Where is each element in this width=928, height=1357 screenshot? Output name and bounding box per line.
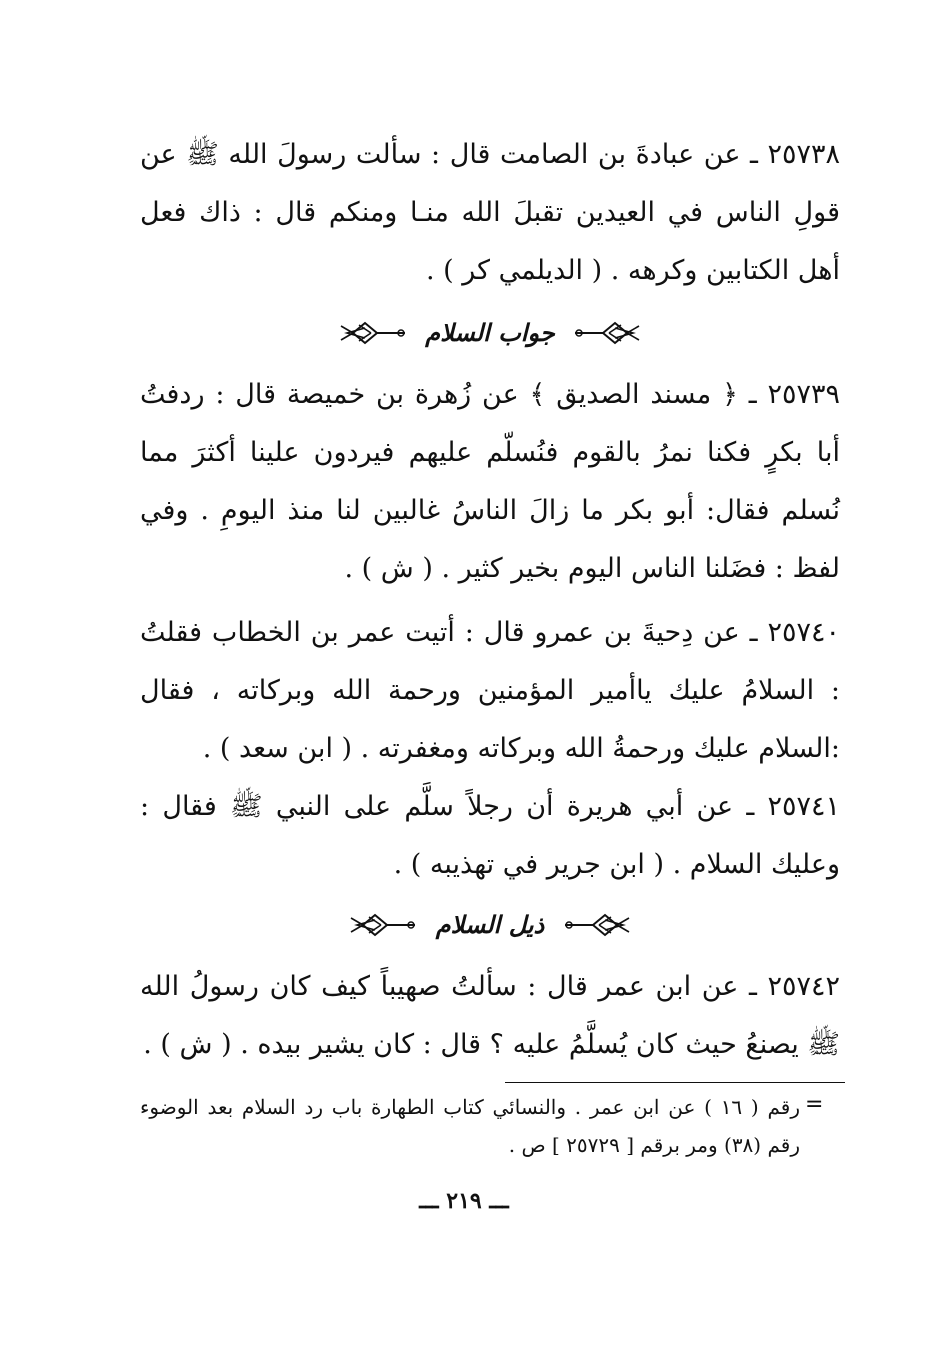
hadith-25740-text: ٢٥٧٤٠ ـ عن دِحيةَ بن عمرو قال : أتيت عمر بن الخطاب فقلتُ : السلامُ عليك ياأمير المؤمنين ورحمة الله وبركاته ، فقال :السلام عليك ورحمةُ الله وبركاته ومغفرته . ( ابن سعد ) . bbox=[140, 617, 840, 764]
page-number: ـــ ٢١٩ ـــ bbox=[419, 1188, 509, 1214]
section-heading-reply bbox=[140, 311, 840, 351]
ornament-right-icon bbox=[573, 320, 643, 346]
ornament-left-icon bbox=[337, 320, 407, 346]
hadith-25741-text: ٢٥٧٤١ ـ عن أبي هريرة أن رجلاً سلَّم على النبي ﷺ فقال : وعليك السلام . ( ابن جرير في تهذيبه ) . bbox=[140, 791, 840, 880]
hadith-25739-text: ٢٥٧٣٩ ـ ﴿ مسند الصديق ﴾ عن زُهرة بن خميصة قال : ردفتُ أبا بكرٍ فكنا نمرُ بالقوم فنُسلّم عليهم فيردون علينا أكثرَ مما نُسلم فقال: أبو بكر ما زالَ الناسُ غالبين لنا منذ اليومِ . وفي لفظ : فضَلنا الناس اليوم بخير كثير . ( ش ) . bbox=[140, 379, 840, 584]
footnote bbox=[140, 1088, 800, 1164]
footnote-text: رقم ( ١٦ ) عن ابن عمر . والنسائي كتاب الطهارة باب رد السلام بعد الوضوء رقم (٣٨) ومر برقم [ ٢٥٧٢٩ ] ص . bbox=[140, 1095, 800, 1157]
hadith-25738-text: ٢٥٧٣٨ ـ عن عبادةَ بن الصامت قال : سألت رسولَ الله ﷺ عن قولِ الناس في العيدين تقبلَ الله منـا ومنكم قال : ذاك فعل أهل الكتابين وكرهه . ( الديلمي كر ) . bbox=[140, 139, 840, 286]
section-title: ذيل السلام bbox=[435, 909, 545, 939]
ornament-left-icon bbox=[347, 912, 417, 938]
ornament-right-icon bbox=[563, 912, 633, 938]
hadith-25742 bbox=[140, 958, 840, 1074]
hadith-25739 bbox=[140, 366, 840, 598]
footnote-continuation-mark: = bbox=[805, 1092, 824, 1117]
footnote-divider bbox=[505, 1082, 845, 1083]
section-heading-tail bbox=[140, 903, 840, 943]
hadith-25741 bbox=[140, 778, 840, 894]
hadith-25742-text: ٢٥٧٤٢ ـ عن ابن عمر قال : سألتُ صهيباً كيف كان رسولُ الله ﷺ يصنعُ حيث كان يُسلَّمُ عليه ؟ قال : كان يشير بيده . ( ش ) . bbox=[140, 971, 840, 1060]
section-title: جواب السلام bbox=[425, 317, 555, 347]
hadith-25740 bbox=[140, 604, 840, 778]
hadith-25738 bbox=[140, 126, 840, 300]
